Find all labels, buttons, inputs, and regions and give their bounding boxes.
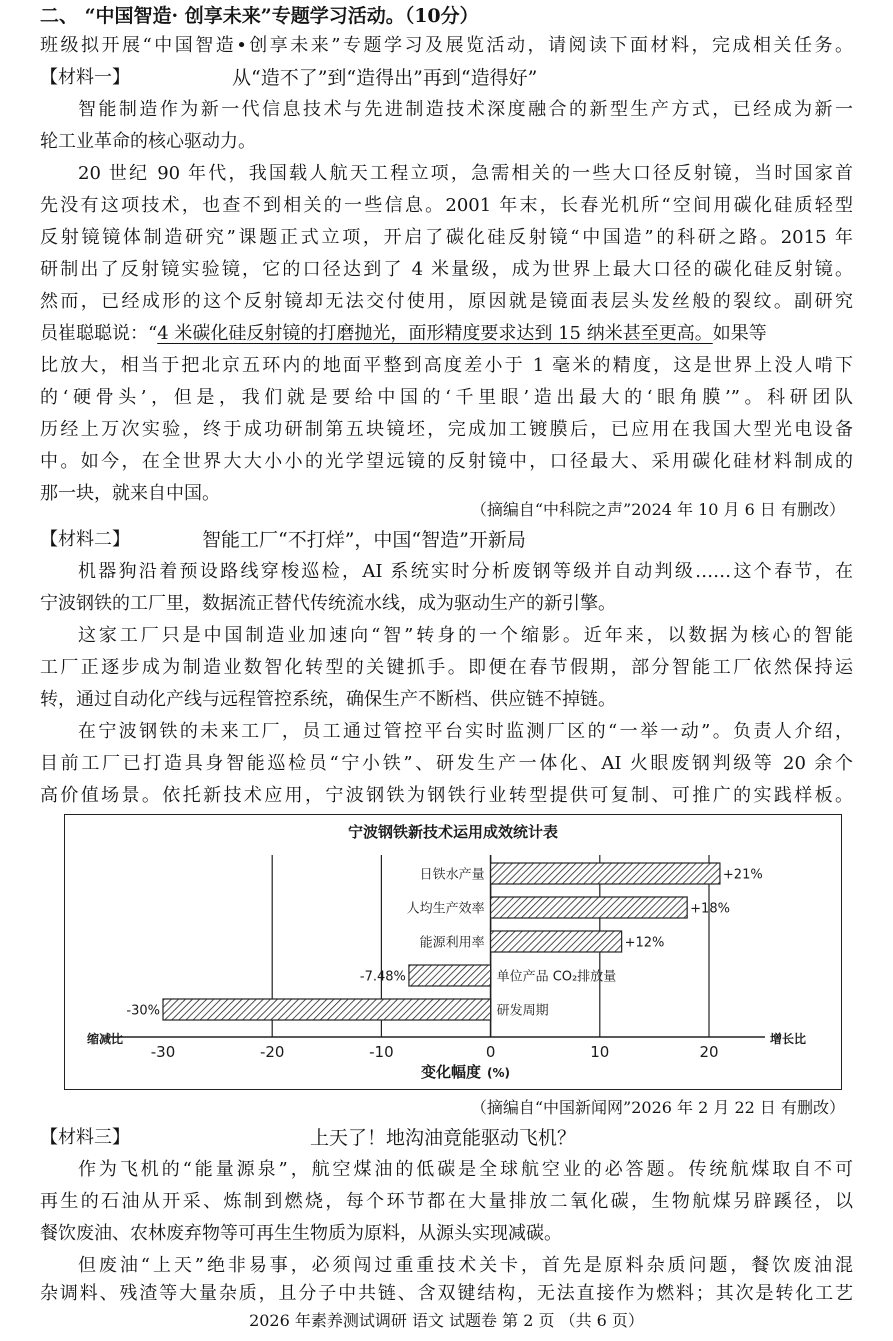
- section-title: 二、 “中国智造· 创享未来”专题学习活动。（10分）: [40, 5, 479, 27]
- m1-line-6: 研制出了反射镜实验镜，它的口径达到了 4 米量级，成为世界上最大口径的碳化硅反射镜。: [40, 259, 853, 280]
- m2-line-2: 宁波钢铁的工厂里，数据流正替代传统流水线，成为驱动生产的新引擎。: [40, 593, 616, 614]
- m2-line-3: 这家工厂只是中国制造业加速向“智”转身的一个缩影。近年来，以数据为核心的智能: [78, 625, 853, 646]
- chart-tick-label: 0: [485, 1043, 496, 1061]
- chart-category-label: 单位产品 CO₂排放量: [496, 969, 617, 985]
- m1-line-9: 比放大，相当于把北京五环内的地面平整到高度差小于 1 毫米的精度，这是世界上没人啃下: [40, 355, 853, 376]
- m3-line-4: 但废油“上天”绝非易事，必须闯过重重技术关卡，首先是原料杂质问题，餐饮废油混: [78, 1255, 853, 1276]
- m1-line-5: 反射镜镜体制造研究”课题正式立项，开启了碳化硅反射镜“中国造”的科研之路。2015 年: [40, 227, 853, 248]
- chart-left-end-label: 缩减比: [87, 1032, 124, 1046]
- m3-line-1: 作为飞机的“能量源泉”，航空煤油的低碳是全球航空业的必答题。传统航煤取自不可: [78, 1159, 853, 1180]
- m1-underlined-quote: 4 米碳化硅反射镜的打磨抛光，面形精度要求达到 15 纳米甚至更高。: [157, 323, 713, 344]
- m1-line-3: 20 世纪 90 年代，我国载人航天工程立项，急需相关的一些大口径反射镜，当时国家首: [78, 163, 853, 184]
- chart-bar: [491, 897, 688, 918]
- m1-line-13: 那一块，就来自中国。: [40, 483, 220, 504]
- chart-value-label: +12%: [624, 935, 665, 951]
- m2-line-6: 在宁波钢铁的未来工厂，员工通过管控平台实时监测厂区的“一举一动”。负责人介绍，: [78, 721, 853, 742]
- chart-category-label: 人均生产效率: [406, 901, 485, 917]
- chart-right-end-label: 增长比: [770, 1032, 807, 1046]
- material-1-label: 【材料一】: [40, 67, 130, 88]
- m3-line-5: 杂调料、残渣等大量杂质，且分子中共链、含双键结构，无法直接作为燃料；其次是转化工艺: [40, 1283, 853, 1304]
- m1-line-1: 智能制造作为新一代信息技术与先进制造技术深度融合的新型生产方式，已经成为新一: [78, 99, 853, 120]
- material-1-title: 从“造不了”到“造得出”再到“造得好”: [232, 67, 538, 89]
- material-2-source: （摘编自“中国新闻网”2026 年 2 月 22 日 有删改）: [470, 1098, 845, 1117]
- chart-tick-label: -30: [150, 1043, 176, 1061]
- chart-category-label: 日铁水产量: [419, 867, 485, 883]
- m1-line-8-prefix: 员崔聪聪说：“: [40, 323, 158, 344]
- section-intro: 班级拟开展“中国智造•创享未来”专题学习及展览活动，请阅读下面材料，完成相关任务。: [40, 35, 853, 56]
- m2-line-8: 高价值场景。依托新技术应用，宁波钢铁为钢铁行业转型提供可复制、可推广的实践样板。: [40, 785, 853, 806]
- m1-line-4: 先没有这项技术，也查不到相关的一些信息。2001 年末，长春光机所“空间用碳化硅质轻型: [40, 195, 853, 216]
- m1-line-12: 中。如今，在全世界大大小小的光学望远镜的反射镜中，口径最大、采用碳化硅材料制成的: [40, 451, 853, 472]
- m2-line-7: 目前工厂已打造具身智能巡检员“宁小铁”、研发生产一体化、AI 火眼废钢判级等 20 余个: [40, 753, 853, 774]
- chart-value-label: -30%: [126, 1003, 160, 1019]
- m3-line-2: 再生的石油从开采、炼制到燃烧，每个环节都在大量排放二氧化碳，生物航煤另辟蹊径，以: [40, 1191, 853, 1212]
- m1-line-8: [40, 318, 853, 350]
- chart-bar: [409, 965, 491, 986]
- chart-frame: [64, 814, 842, 1090]
- material-2-title: 智能工厂“不打烊”，中国“智造”开新局: [202, 529, 526, 551]
- chart-tick-label: -20: [259, 1043, 285, 1061]
- m1-line-10: 的‘硬骨头’，但是，我们就是要给中国的‘千里眼’造出最大的‘眼角膜’”。科研团队: [40, 387, 853, 408]
- chart-category-label: 能源利用率: [419, 935, 485, 951]
- chart-tick-label: 10: [590, 1043, 610, 1061]
- chart-x-axis-label: 变化幅度: [420, 1063, 481, 1081]
- m2-line-5: 转，通过自动化产线与远程管控系统，确保生产不断档、供应链不掉链。: [40, 689, 616, 710]
- material-1-source: （摘编自“中科院之声”2024 年 10 月 6 日 有删改）: [470, 500, 845, 519]
- page-footer: 2026 年素养测试调研 语文 试题卷 第 2 页 （共 6 页）: [249, 1311, 644, 1330]
- chart-tick-label: -10: [369, 1043, 394, 1061]
- m2-line-4: 工厂正逐步成为制造业数智化转型的关键抓手。即便在春节假期，部分智能工厂依然保持运: [40, 657, 853, 678]
- m3-line-3: 餐饮废油、农林废弃物等可再生生物质为原料，从源头实现减碳。: [40, 1223, 562, 1244]
- material-3-title: 上天了！地沟油竟能驱动飞机？: [310, 1127, 577, 1149]
- chart-title: 宁波钢铁新技术运用成效统计表: [347, 823, 559, 841]
- m1-line-11: 历经上万次实验，终于成功研制第五块镜坯，完成加工镀膜后，已应用在我国大型光电设备: [40, 419, 853, 440]
- chart-bar: [491, 863, 720, 884]
- m1-line-7: 然而，已经成形的这个反射镜却无法交付使用，原因就是镜面表层头发丝般的裂纹。副研究: [40, 291, 853, 312]
- chart-x-axis-unit: (%): [487, 1066, 510, 1080]
- chart-category-label: 研发周期: [496, 1003, 549, 1019]
- chart-value-label: -7.48%: [359, 969, 406, 985]
- m1-line-8-suffix: 如果等: [712, 323, 767, 344]
- m2-line-1: 机器狗沿着预设路线穿梭巡检，AI 系统实时分析废钢等级并自动判级……这个春节，在: [78, 561, 853, 582]
- chart-tick-label: 20: [699, 1043, 719, 1061]
- material-2-label: 【材料二】: [40, 529, 130, 550]
- chart-bar: [491, 931, 622, 952]
- m1-line-2: 轮工业革命的核心驱动力。: [40, 131, 256, 152]
- chart-value-label: +21%: [722, 867, 763, 883]
- chart-value-label: +18%: [690, 901, 730, 917]
- material-3-label: 【材料三】: [40, 1127, 130, 1148]
- chart-bar: [163, 999, 491, 1020]
- bar-chart: [65, 815, 841, 1089]
